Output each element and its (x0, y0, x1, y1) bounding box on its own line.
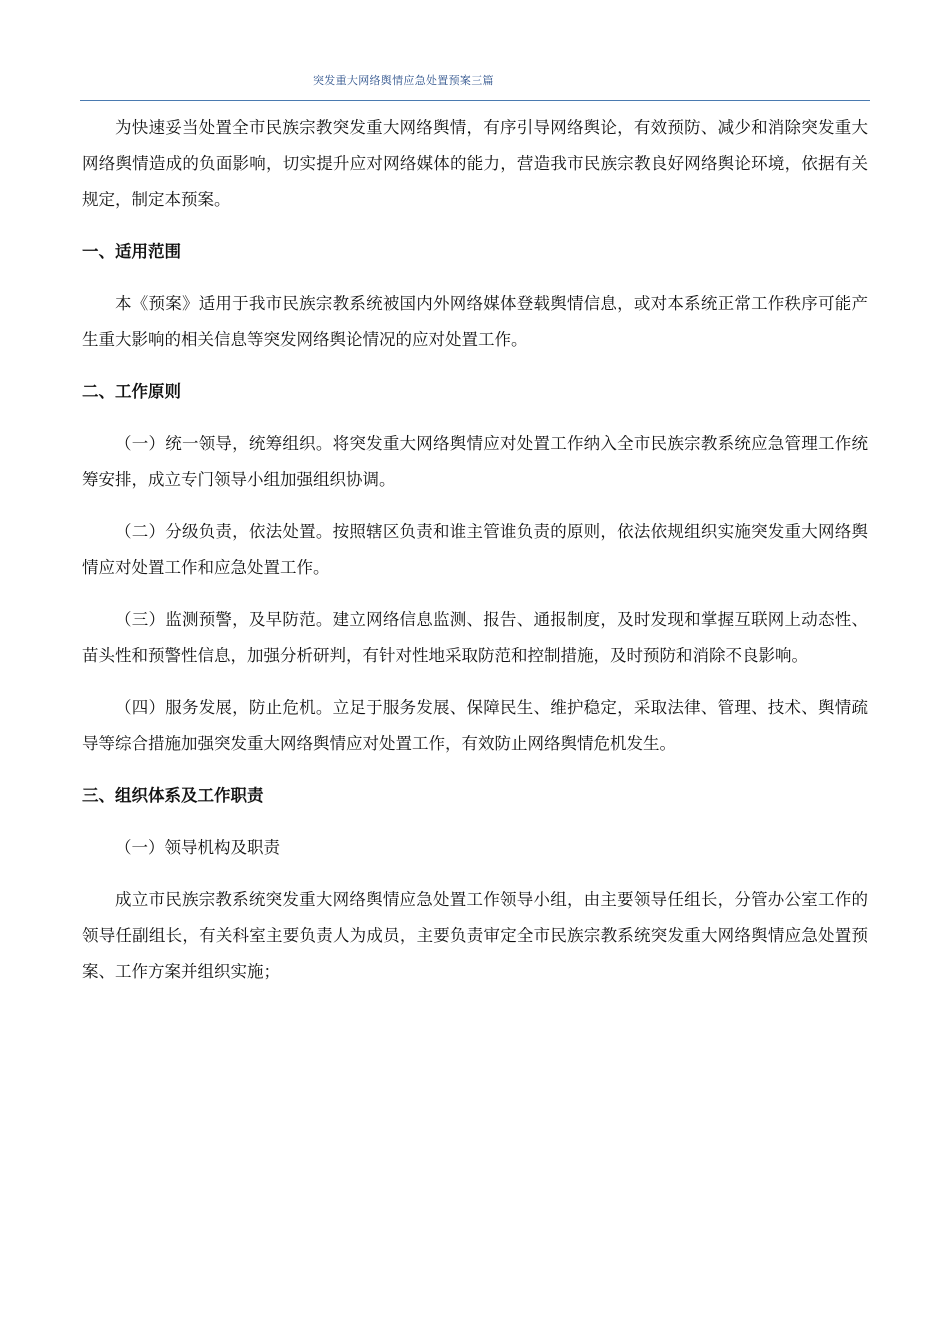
intro-paragraph: 为快速妥当处置全市民族宗教突发重大网络舆情，有序引导网络舆论，有效预防、减少和消除突发重大网络舆情造成的负面影响，切实提升应对网络媒体的能力，营造我市民族宗教良好网络舆论环境，依据有关规定，制定本预案。 (82, 118, 868, 209)
principle-paragraph-1: （一）统一领导，统筹组织。将突发重大网络舆情应对处置工作纳入全市民族宗教系统应急管理工作统筹安排，成立专门领导小组加强组织协调。 (82, 434, 868, 489)
subsection-heading-leadership: （一）领导机构及职责 (115, 838, 280, 857)
section-heading-organization: 三、组织体系及工作职责 (82, 786, 264, 805)
section-heading-scope: 一、适用范围 (82, 242, 181, 261)
scope-paragraph: 本《预案》适用于我市民族宗教系统被国内外网络媒体登载舆情信息，或对本系统正常工作秩序可能产生重大影响的相关信息等突发网络舆论情况的应对处置工作。 (82, 294, 868, 349)
running-header-title: 突发重大网络舆情应急处置预案三篇 (313, 74, 494, 87)
header-divider (80, 100, 870, 101)
section-heading-principles: 二、工作原则 (82, 382, 181, 401)
principle-paragraph-3: （三）监测预警，及早防范。建立网络信息监测、报告、通报制度，及时发现和掌握互联网上动态性、苗头性和预警性信息，加强分析研判，有针对性地采取防范和控制措施，及时预防和消除不良影响。 (82, 610, 868, 665)
principle-paragraph-2: （二）分级负责，依法处置。按照辖区负责和谁主管谁负责的原则，依法依规组织实施突发重大网络舆情应对处置工作和应急处置工作。 (82, 522, 868, 577)
principle-paragraph-4: （四）服务发展，防止危机。立足于服务发展、保障民生、维护稳定，采取法律、管理、技术、舆情疏导等综合措施加强突发重大网络舆情应对处置工作，有效防止网络舆情危机发生。 (82, 698, 868, 753)
leadership-paragraph: 成立市民族宗教系统突发重大网络舆情应急处置工作领导小组，由主要领导任组长，分管办公室工作的领导任副组长，有关科室主要负责人为成员，主要负责审定全市民族宗教系统突发重大网络舆情应急处置预案、工作方案并组织实施； (82, 890, 868, 981)
document-body (82, 110, 868, 990)
